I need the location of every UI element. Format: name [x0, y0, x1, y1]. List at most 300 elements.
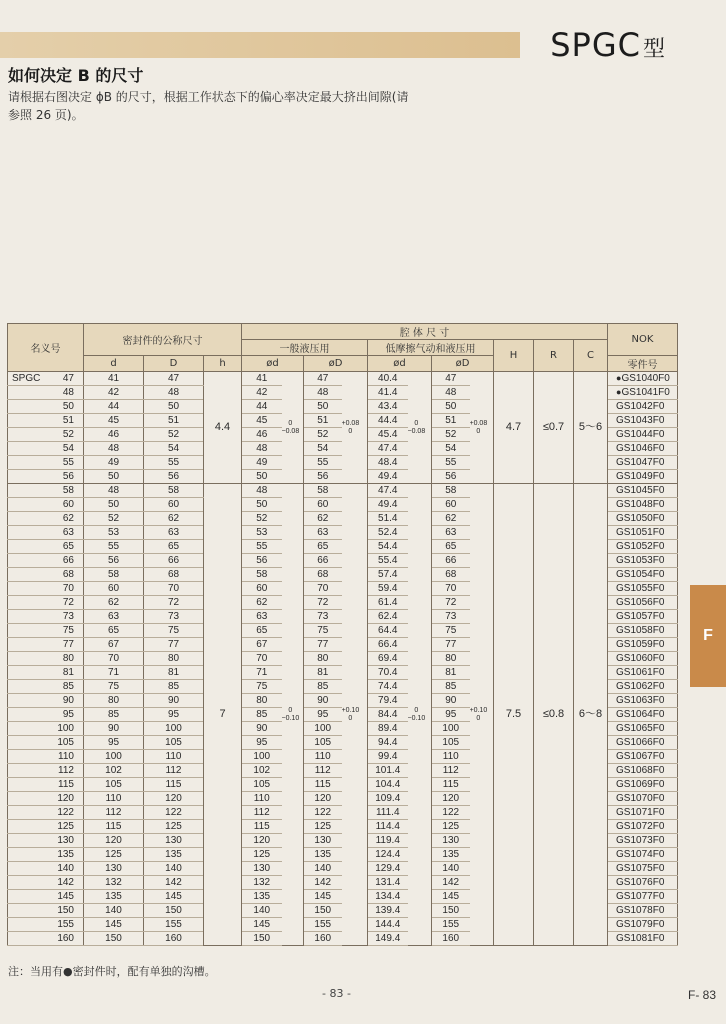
- seal-d: 95: [84, 736, 144, 750]
- part-number-text: GS1063F0: [616, 695, 665, 706]
- series-brand: [550, 26, 666, 64]
- seal-D: 48: [144, 386, 204, 400]
- cavity-oD-low-friction: 122: [432, 806, 470, 820]
- seal-d: 71: [84, 666, 144, 680]
- spec-table: [7, 323, 678, 946]
- cavity-oD-low-friction: 55: [432, 456, 470, 470]
- seal-d: 58: [84, 568, 144, 582]
- cavity-od-low-friction: 48.4: [368, 456, 408, 470]
- od-general-tolerance-lower: −0.08: [281, 427, 300, 435]
- seal-d: 135: [84, 890, 144, 904]
- cavity-oD-low-friction: 115: [432, 778, 470, 792]
- seal-D: 75: [144, 624, 204, 638]
- seal-D: 155: [144, 918, 204, 932]
- nominal-number: [8, 484, 84, 498]
- part-number-text: GS1050F0: [616, 513, 665, 524]
- cavity-oD-general: 51: [304, 414, 342, 428]
- nominal-value: 150: [57, 905, 74, 916]
- nok-part-number: [608, 638, 678, 652]
- nominal-value: 73: [62, 611, 74, 622]
- nominal-number: [8, 554, 84, 568]
- seal-D: 80: [144, 652, 204, 666]
- seal-d: 62: [84, 596, 144, 610]
- table-body: [8, 372, 678, 946]
- nominal-value: 77: [62, 639, 74, 650]
- nominal-number: [8, 680, 84, 694]
- nok-part-number: [608, 904, 678, 918]
- nominal-number: [8, 736, 84, 750]
- seal-d: 55: [84, 540, 144, 554]
- seal-d: 50: [84, 498, 144, 512]
- seal-D: 122: [144, 806, 204, 820]
- seal-d: 85: [84, 708, 144, 722]
- cavity-od-low-friction: 61.4: [368, 596, 408, 610]
- cavity-od-low-friction: 66.4: [368, 638, 408, 652]
- seal-D: 95: [144, 708, 204, 722]
- seal-D: 52: [144, 428, 204, 442]
- header-nok-part: 零件号: [608, 356, 678, 372]
- nok-part-number: [608, 554, 678, 568]
- nok-part-number: [608, 512, 678, 526]
- cavity-od-low-friction: 149.4: [368, 932, 408, 946]
- page-number: - 83 -: [322, 987, 351, 1000]
- cavity-od-low-friction: 74.4: [368, 680, 408, 694]
- cavity-od-low-friction: 70.4: [368, 666, 408, 680]
- seal-D: 140: [144, 862, 204, 876]
- nominal-value: 142: [57, 877, 74, 888]
- cavity-od-general: 102: [242, 764, 282, 778]
- header-H: H: [494, 340, 534, 372]
- cavity-od-low-friction: 94.4: [368, 736, 408, 750]
- nominal-number: [8, 820, 84, 834]
- nominal-value: 90: [62, 695, 74, 706]
- seal-D: 160: [144, 932, 204, 946]
- part-number-text: GS1071F0: [616, 807, 665, 818]
- part-number-text: GS1056F0: [616, 597, 665, 608]
- header-od-low-friction: ød: [368, 356, 432, 372]
- nominal-number: [8, 582, 84, 596]
- cavity-oD-general: 95: [304, 708, 342, 722]
- od-low-friction-tolerance-lower: −0.10: [407, 714, 426, 722]
- seal-d: 132: [84, 876, 144, 890]
- cavity-od-general: 135: [242, 890, 282, 904]
- oD-low-friction-tolerance-upper: +0.10: [469, 706, 488, 714]
- nok-part-number: [608, 666, 678, 680]
- nominal-number: [8, 834, 84, 848]
- part-number-text: GS1058F0: [616, 625, 665, 636]
- od-general-tolerance-values: [282, 707, 300, 723]
- cavity-od-low-friction: 55.4: [368, 554, 408, 568]
- seal-D: 150: [144, 904, 204, 918]
- cavity-od-low-friction: 144.4: [368, 918, 408, 932]
- part-number-text: GS1045F0: [616, 485, 665, 496]
- nominal-value: 81: [62, 667, 74, 678]
- cavity-oD-low-friction: 80: [432, 652, 470, 666]
- cavity-oD-general: 105: [304, 736, 342, 750]
- cavity-oD-general: 150: [304, 904, 342, 918]
- nok-part-number: [608, 372, 678, 386]
- cavity-oD-low-friction: 77: [432, 638, 470, 652]
- nok-part-number: [608, 540, 678, 554]
- part-number-text: GS1052F0: [616, 541, 665, 552]
- nominal-number: [8, 428, 84, 442]
- cavity-oD-general: 80: [304, 652, 342, 666]
- seal-D: 70: [144, 582, 204, 596]
- part-number-text: GS1041F0: [621, 387, 670, 398]
- part-number-text: GS1055F0: [616, 583, 665, 594]
- nok-part-number: [608, 890, 678, 904]
- oD-general-tolerance-lower: 0: [348, 714, 353, 722]
- cavity-od-general: 90: [242, 722, 282, 736]
- nok-part-number: [608, 582, 678, 596]
- seal-d: 80: [84, 694, 144, 708]
- cavity-oD-low-friction: 65: [432, 540, 470, 554]
- oD-low-friction-tolerance-upper: +0.08: [469, 419, 488, 427]
- cavity-oD-general: 155: [304, 918, 342, 932]
- cavity-oD-low-friction: 85: [432, 680, 470, 694]
- nok-part-number: [608, 400, 678, 414]
- seal-D: 145: [144, 890, 204, 904]
- cavity-od-general: 112: [242, 806, 282, 820]
- nominal-number: [8, 862, 84, 876]
- seal-D: 112: [144, 764, 204, 778]
- oD-general-tolerance: [342, 372, 368, 484]
- cavity-od-low-friction: 139.4: [368, 904, 408, 918]
- nominal-number: [8, 806, 84, 820]
- cavity-oD-general: 140: [304, 862, 342, 876]
- cavity-oD-low-friction: 110: [432, 750, 470, 764]
- nok-part-number: [608, 918, 678, 932]
- oD-general-tolerance-lower: 0: [348, 427, 353, 435]
- nominal-number: [8, 848, 84, 862]
- seal-h: 7: [204, 484, 242, 946]
- seal-d: 112: [84, 806, 144, 820]
- cavity-oD-low-friction: 142: [432, 876, 470, 890]
- nominal-number: [8, 470, 84, 484]
- seal-D: 110: [144, 750, 204, 764]
- header-h: h: [204, 356, 242, 372]
- seal-D: 66: [144, 554, 204, 568]
- cavity-R: ≤0.7: [534, 372, 574, 484]
- part-number-text: GS1072F0: [616, 821, 665, 832]
- cavity-od-low-friction: 109.4: [368, 792, 408, 806]
- cavity-od-general: 75: [242, 680, 282, 694]
- cavity-od-low-friction: 79.4: [368, 694, 408, 708]
- seal-d: 46: [84, 428, 144, 442]
- cavity-oD-low-friction: 60: [432, 498, 470, 512]
- cavity-od-general: 120: [242, 834, 282, 848]
- od-general-tolerance-upper: 0: [288, 706, 293, 714]
- cavity-od-general: 50: [242, 498, 282, 512]
- cavity-oD-low-friction: 140: [432, 862, 470, 876]
- cavity-oD-low-friction: 150: [432, 904, 470, 918]
- cavity-oD-low-friction: 68: [432, 568, 470, 582]
- seal-D: 90: [144, 694, 204, 708]
- cavity-od-general: 130: [242, 862, 282, 876]
- nominal-value: 125: [57, 821, 74, 832]
- nominal-value: 115: [58, 779, 74, 790]
- cavity-od-low-friction: 54.4: [368, 540, 408, 554]
- oD-general-tolerance: [342, 484, 368, 946]
- part-number-text: GS1040F0: [621, 373, 670, 384]
- seal-d: 105: [84, 778, 144, 792]
- nominal-value: 95: [62, 709, 74, 720]
- nominal-value: 48: [62, 387, 74, 398]
- cavity-od-low-friction: 124.4: [368, 848, 408, 862]
- nok-part-number: [608, 750, 678, 764]
- cavity-od-low-friction: 129.4: [368, 862, 408, 876]
- oD-low-friction-tolerance: [470, 484, 494, 946]
- cavity-oD-general: 110: [304, 750, 342, 764]
- nominal-value: 110: [58, 751, 74, 762]
- seal-d: 65: [84, 624, 144, 638]
- cavity-od-low-friction: 111.4: [368, 806, 408, 820]
- seal-D: 105: [144, 736, 204, 750]
- nominal-value: 51: [62, 415, 74, 426]
- seal-D: 85: [144, 680, 204, 694]
- nominal-value: 72: [62, 597, 74, 608]
- cavity-oD-low-friction: 50: [432, 400, 470, 414]
- cavity-oD-general: 100: [304, 722, 342, 736]
- cavity-oD-low-friction: 47: [432, 372, 470, 386]
- nominal-value: 85: [62, 681, 74, 692]
- seal-d: 90: [84, 722, 144, 736]
- od-low-friction-tolerance-values: [408, 707, 426, 723]
- od-low-friction-tolerance: [408, 484, 432, 946]
- part-number-text: GS1066F0: [616, 737, 665, 748]
- oD-low-friction-tolerance-lower: 0: [476, 714, 481, 722]
- footnote: 注：当用有●密封件时，配有单独的沟槽。: [8, 965, 216, 978]
- cavity-od-general: 44: [242, 400, 282, 414]
- seal-D: 54: [144, 442, 204, 456]
- table-row: [8, 484, 678, 498]
- od-general-tolerance-lower: −0.10: [281, 714, 300, 722]
- cavity-od-general: 100: [242, 750, 282, 764]
- cavity-oD-low-friction: 145: [432, 890, 470, 904]
- header-low-friction: 低摩擦气动和液压用: [368, 340, 494, 356]
- cavity-oD-low-friction: 130: [432, 834, 470, 848]
- cavity-oD-general: 63: [304, 526, 342, 540]
- cavity-oD-low-friction: 52: [432, 428, 470, 442]
- cavity-oD-low-friction: 51: [432, 414, 470, 428]
- nominal-number: [8, 694, 84, 708]
- seal-d: 63: [84, 610, 144, 624]
- cavity-oD-general: 48: [304, 386, 342, 400]
- cavity-od-low-friction: 44.4: [368, 414, 408, 428]
- nok-part-number: [608, 498, 678, 512]
- nok-part-number: [608, 456, 678, 470]
- cavity-oD-general: 70: [304, 582, 342, 596]
- cavity-oD-general: 75: [304, 624, 342, 638]
- cavity-H: 7.5: [494, 484, 534, 946]
- nok-part-number: [608, 932, 678, 946]
- od-low-friction-tolerance-upper: 0: [414, 419, 419, 427]
- cavity-C: 5～6: [574, 372, 608, 484]
- nominal-value: 112: [58, 765, 74, 776]
- part-number-text: GS1076F0: [616, 877, 665, 888]
- cavity-oD-general: 142: [304, 876, 342, 890]
- nok-part-number: [608, 792, 678, 806]
- seal-D: 130: [144, 834, 204, 848]
- cavity-oD-low-friction: 95: [432, 708, 470, 722]
- seal-D: 58: [144, 484, 204, 498]
- nok-part-number: [608, 736, 678, 750]
- cavity-od-low-friction: 104.4: [368, 778, 408, 792]
- nominal-number: [8, 386, 84, 400]
- cavity-oD-general: 125: [304, 820, 342, 834]
- cavity-od-low-friction: 69.4: [368, 652, 408, 666]
- nominal-value: 58: [62, 485, 74, 496]
- header-general-hydraulic: 一般液压用: [242, 340, 368, 356]
- nominal-value: 47: [62, 373, 74, 384]
- nok-part-number: [608, 484, 678, 498]
- nominal-number: [8, 610, 84, 624]
- nok-part-number: [608, 610, 678, 624]
- cavity-od-general: 60: [242, 582, 282, 596]
- cavity-od-low-friction: 41.4: [368, 386, 408, 400]
- cavity-oD-general: 145: [304, 890, 342, 904]
- seal-d: 41: [84, 372, 144, 386]
- part-number-text: GS1046F0: [616, 443, 665, 454]
- cavity-oD-low-friction: 72: [432, 596, 470, 610]
- cavity-oD-low-friction: 90: [432, 694, 470, 708]
- nok-part-number: [608, 596, 678, 610]
- part-number-text: GS1067F0: [616, 751, 665, 762]
- oD-low-friction-tolerance-lower: 0: [476, 427, 481, 435]
- nok-part-number: [608, 764, 678, 778]
- seal-D: 77: [144, 638, 204, 652]
- cavity-od-general: 46: [242, 428, 282, 442]
- nominal-number: [8, 932, 84, 946]
- cavity-od-general: 145: [242, 918, 282, 932]
- table-row: [8, 372, 678, 386]
- cavity-od-general: 150: [242, 932, 282, 946]
- nominal-value: 54: [62, 443, 74, 454]
- od-general-tolerance: [282, 372, 304, 484]
- model-label: SPGC: [12, 373, 41, 384]
- section-tab[interactable]: F: [690, 585, 726, 687]
- oD-low-friction-tolerance: [470, 372, 494, 484]
- nominal-value: 60: [62, 499, 74, 510]
- part-number-text: GS1054F0: [616, 569, 665, 580]
- nominal-number: [8, 540, 84, 554]
- seal-d: 48: [84, 484, 144, 498]
- seal-D: 120: [144, 792, 204, 806]
- nok-part-number: [608, 722, 678, 736]
- part-number-text: GS1060F0: [616, 653, 665, 664]
- nominal-number: [8, 456, 84, 470]
- od-low-friction-tolerance-values: [408, 420, 426, 436]
- nominal-number: [8, 652, 84, 666]
- seal-D: 50: [144, 400, 204, 414]
- cavity-od-general: 70: [242, 652, 282, 666]
- seal-d: 45: [84, 414, 144, 428]
- od-general-tolerance-values: [282, 420, 300, 436]
- od-low-friction-tolerance: [408, 372, 432, 484]
- seal-d: 110: [84, 792, 144, 806]
- seal-D: 56: [144, 470, 204, 484]
- cavity-od-low-friction: 99.4: [368, 750, 408, 764]
- part-number-text: GS1081F0: [616, 933, 665, 944]
- seal-D: 63: [144, 526, 204, 540]
- nok-part-number: [608, 876, 678, 890]
- seal-d: 52: [84, 512, 144, 526]
- cavity-od-general: 55: [242, 540, 282, 554]
- nominal-number: [8, 764, 84, 778]
- nok-part-number: [608, 470, 678, 484]
- part-number-text: GS1043F0: [616, 415, 665, 426]
- part-number-text: GS1061F0: [616, 667, 665, 678]
- separate-groove-bullet-icon: ●: [616, 387, 622, 397]
- nominal-value: 80: [62, 653, 74, 664]
- cavity-od-general: 45: [242, 414, 282, 428]
- header-nok: NOK: [608, 324, 678, 356]
- part-number-text: GS1053F0: [616, 555, 665, 566]
- nok-part-number: [608, 568, 678, 582]
- cavity-od-general: 140: [242, 904, 282, 918]
- cavity-oD-low-friction: 73: [432, 610, 470, 624]
- cavity-oD-low-friction: 155: [432, 918, 470, 932]
- cavity-oD-general: 90: [304, 694, 342, 708]
- nominal-value: 105: [57, 737, 74, 748]
- nominal-value: 55: [62, 457, 74, 468]
- nominal-value: 145: [57, 891, 74, 902]
- seal-D: 72: [144, 596, 204, 610]
- cavity-H: 4.7: [494, 372, 534, 484]
- seal-d: 102: [84, 764, 144, 778]
- cavity-C: 6～8: [574, 484, 608, 946]
- part-number-text: GS1042F0: [616, 401, 665, 412]
- part-number-text: GS1044F0: [616, 429, 665, 440]
- part-number-text: GS1073F0: [616, 835, 665, 846]
- nominal-value: 140: [57, 863, 74, 874]
- cavity-oD-low-friction: 125: [432, 820, 470, 834]
- nominal-number: [8, 890, 84, 904]
- cavity-od-low-friction: 134.4: [368, 890, 408, 904]
- seal-d: 100: [84, 750, 144, 764]
- nominal-number: [8, 512, 84, 526]
- seal-d: 130: [84, 862, 144, 876]
- cavity-oD-low-friction: 48: [432, 386, 470, 400]
- seal-d: 60: [84, 582, 144, 596]
- header-R: R: [534, 340, 574, 372]
- cavity-oD-low-friction: 70: [432, 582, 470, 596]
- seal-D: 100: [144, 722, 204, 736]
- oD-general-tolerance-values: [342, 707, 360, 723]
- seal-D: 62: [144, 512, 204, 526]
- seal-d: 145: [84, 918, 144, 932]
- brand-suffix: 型: [642, 37, 666, 62]
- nok-part-number: [608, 862, 678, 876]
- cavity-oD-low-friction: 58: [432, 484, 470, 498]
- cavity-oD-low-friction: 54: [432, 442, 470, 456]
- nok-part-number: [608, 442, 678, 456]
- cavity-oD-general: 68: [304, 568, 342, 582]
- nominal-number: [8, 722, 84, 736]
- cavity-od-low-friction: 47.4: [368, 442, 408, 456]
- seal-d: 125: [84, 848, 144, 862]
- cavity-od-low-friction: 45.4: [368, 428, 408, 442]
- nominal-number: [8, 666, 84, 680]
- cavity-oD-general: 120: [304, 792, 342, 806]
- seal-d: 44: [84, 400, 144, 414]
- cavity-oD-general: 115: [304, 778, 342, 792]
- header-od-general: ød: [242, 356, 304, 372]
- cavity-od-general: 58: [242, 568, 282, 582]
- cavity-od-low-friction: 57.4: [368, 568, 408, 582]
- cavity-R: ≤0.8: [534, 484, 574, 946]
- nominal-number: [8, 792, 84, 806]
